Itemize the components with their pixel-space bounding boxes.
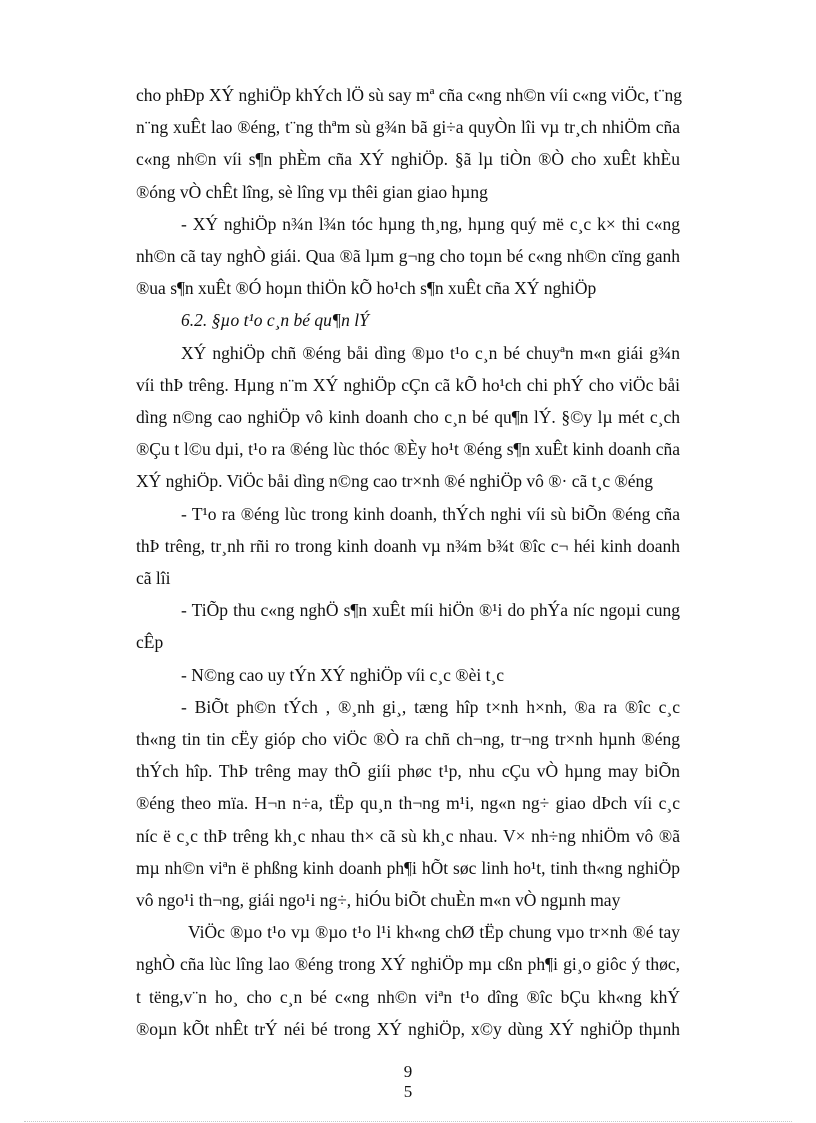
text-line: th«ng tin tin cËy gióp cho viÖc ®Ò ra chñ ch¬ng, tr¬ng tr×nh hµnh ®éng <box>136 729 680 750</box>
page-bottom-divider <box>24 1121 792 1122</box>
text-line: - BiÕt ph©n tÝch , ®¸nh gi¸, tæng hîp t×nh h×nh, ®a ra ®îc c¸c <box>181 696 680 717</box>
text-line: ®ua s¶n xuÊt ®Ó hoµn thiÖn kÕ ho¹ch s¶n xuÊt cña XÝ nghiÖp <box>136 278 597 299</box>
bullet-1 <box>136 498 680 595</box>
section-heading <box>136 304 680 336</box>
bullet-3 <box>136 659 680 691</box>
text-line: - T¹o ra ®éng lùc trong kinh doanh, thÝch nghi víi sù biÕn ®éng cña <box>181 503 680 524</box>
text-line: ®oµn kÕt nhÊt trÝ néi bé trong XÝ nghiÖp, x©y dùng XÝ nghiÖp thµnh <box>136 1018 680 1039</box>
text-line: nh©n cã tay nghÒ giái. Qua ®ã lµm g¬ng cho toµn bé c«ng nh©n cïng ganh <box>136 246 680 267</box>
page-number-line-2: 5 <box>403 1082 413 1101</box>
text-line: - XÝ nghiÖp n¾n l¾n tóc hµng th¸ng, hµng quý më c¸c k× thi c«ng <box>181 213 680 234</box>
paragraph-2 <box>136 208 680 305</box>
paragraph-3 <box>136 337 680 498</box>
bullet-4 <box>136 691 680 916</box>
bullet-2 <box>136 594 680 658</box>
text-line: dìng n©ng cao nghiÖp vô kinh doanh cho c¸n bé qu¶n lÝ. §©y lµ mét c¸ch <box>136 407 680 428</box>
text-line: thÞ trêng, tr¸nh rñi ro trong kinh doanh vµ n¾m b¾t ®îc c¬ héi kinh doanh <box>136 535 680 556</box>
text-line: vô ngo¹i th¬ng, giái ngo¹i ng÷, hiÓu biÕt chuÈn m«n vÒ ngµnh may <box>136 890 621 911</box>
page-number-line-1: 9 <box>403 1062 413 1081</box>
text-line: XÝ nghiÖp. ViÖc båi dìng n©ng cao tr×nh ®é nghiÖp vô ®· cã t¸c ®éng <box>136 471 654 492</box>
text-line: víi thÞ trêng. Hµng n¨m XÝ nghiÖp cÇn cã kÕ ho¹ch chi phÝ cho viÖc båi <box>136 374 680 395</box>
text-line: c«ng nh©n víi s¶n phÈm cña XÝ nghiÖp. §ã lµ tiÒn ®Ò cho xuÊt khÈu <box>136 149 680 170</box>
text-line: ®Çu t l©u dµi, t¹o ra ®éng lùc thóc ®Èy ho¹t ®éng s¶n xuÊt kinh doanh cña <box>136 439 680 460</box>
text-line: cã lîi <box>136 568 171 589</box>
text-line: mµ nh©n viªn ë phßng kinh doanh ph¶i hÕt søc linh ho¹t, tinh th«ng nghiÖp <box>136 857 680 878</box>
text-line: ®óng vÒ chÊt lîng, sè lîng vµ thêi gian giao hµng <box>136 181 488 202</box>
text-line: cho phÐp XÝ nghiÖp khÝch lÖ sù say mª cña c«ng nh©n víi c«ng viÖc, t¨ng <box>136 85 682 105</box>
text-line: t tëng,v¨n ho¸ cho c¸n bé c«ng nh©n viªn t¹o dîng ®îc bÇu kh«ng khÝ <box>136 986 680 1007</box>
text-line: - N©ng cao uy tÝn XÝ nghiÖp víi c¸c ®èi t¸c <box>181 664 505 685</box>
text-line: XÝ nghiÖp chñ ®éng båi dìng ®µo t¹o c¸n bé chuyªn m«n giái g¾n <box>181 342 680 363</box>
text-line: cÊp <box>136 632 164 653</box>
text-line: thÝch hîp. ThÞ trêng may thÕ giíi phøc t¹p, nhu cÇu vÒ hµng may biÕn <box>136 761 680 782</box>
text-line: nghÒ cña lùc lîng lao ®éng trong XÝ nghiÖp mµ cßn ph¶i gi¸o giôc ý thøc, <box>136 954 680 975</box>
text-line: ViÖc ®µo t¹o vµ ®µo t¹o l¹i kh«ng chØ tËp chung vµo tr×nh ®é tay <box>188 922 680 943</box>
paragraph-4 <box>136 916 680 1045</box>
body-text <box>136 79 680 1045</box>
section-heading-text: 6.2. §µo t¹o c¸n bé qu¶n lÝ <box>181 310 369 331</box>
text-line: ®éng theo mïa. H¬n n÷a, tËp qu¸n th¬ng m¹i, ng«n ng÷ giao dÞch víi c¸c <box>136 793 680 814</box>
text-line: - TiÕp thu c«ng nghÖ s¶n xuÊt míi hiÖn ®¹i do phÝa níc ngoµi cung <box>181 600 680 621</box>
text-line: níc ë c¸c thÞ trêng kh¸c nhau th× cã sù kh¸c nhau. V× nh÷ng nhiÖm vô ®ã <box>136 825 680 846</box>
paragraph-1 <box>136 79 680 208</box>
text-line: n¨ng xuÊt lao ®éng, t¨ng thªm sù g¾n bã gi÷a quyÒn lîi vµ tr¸ch nhiÖm cña <box>136 117 680 138</box>
